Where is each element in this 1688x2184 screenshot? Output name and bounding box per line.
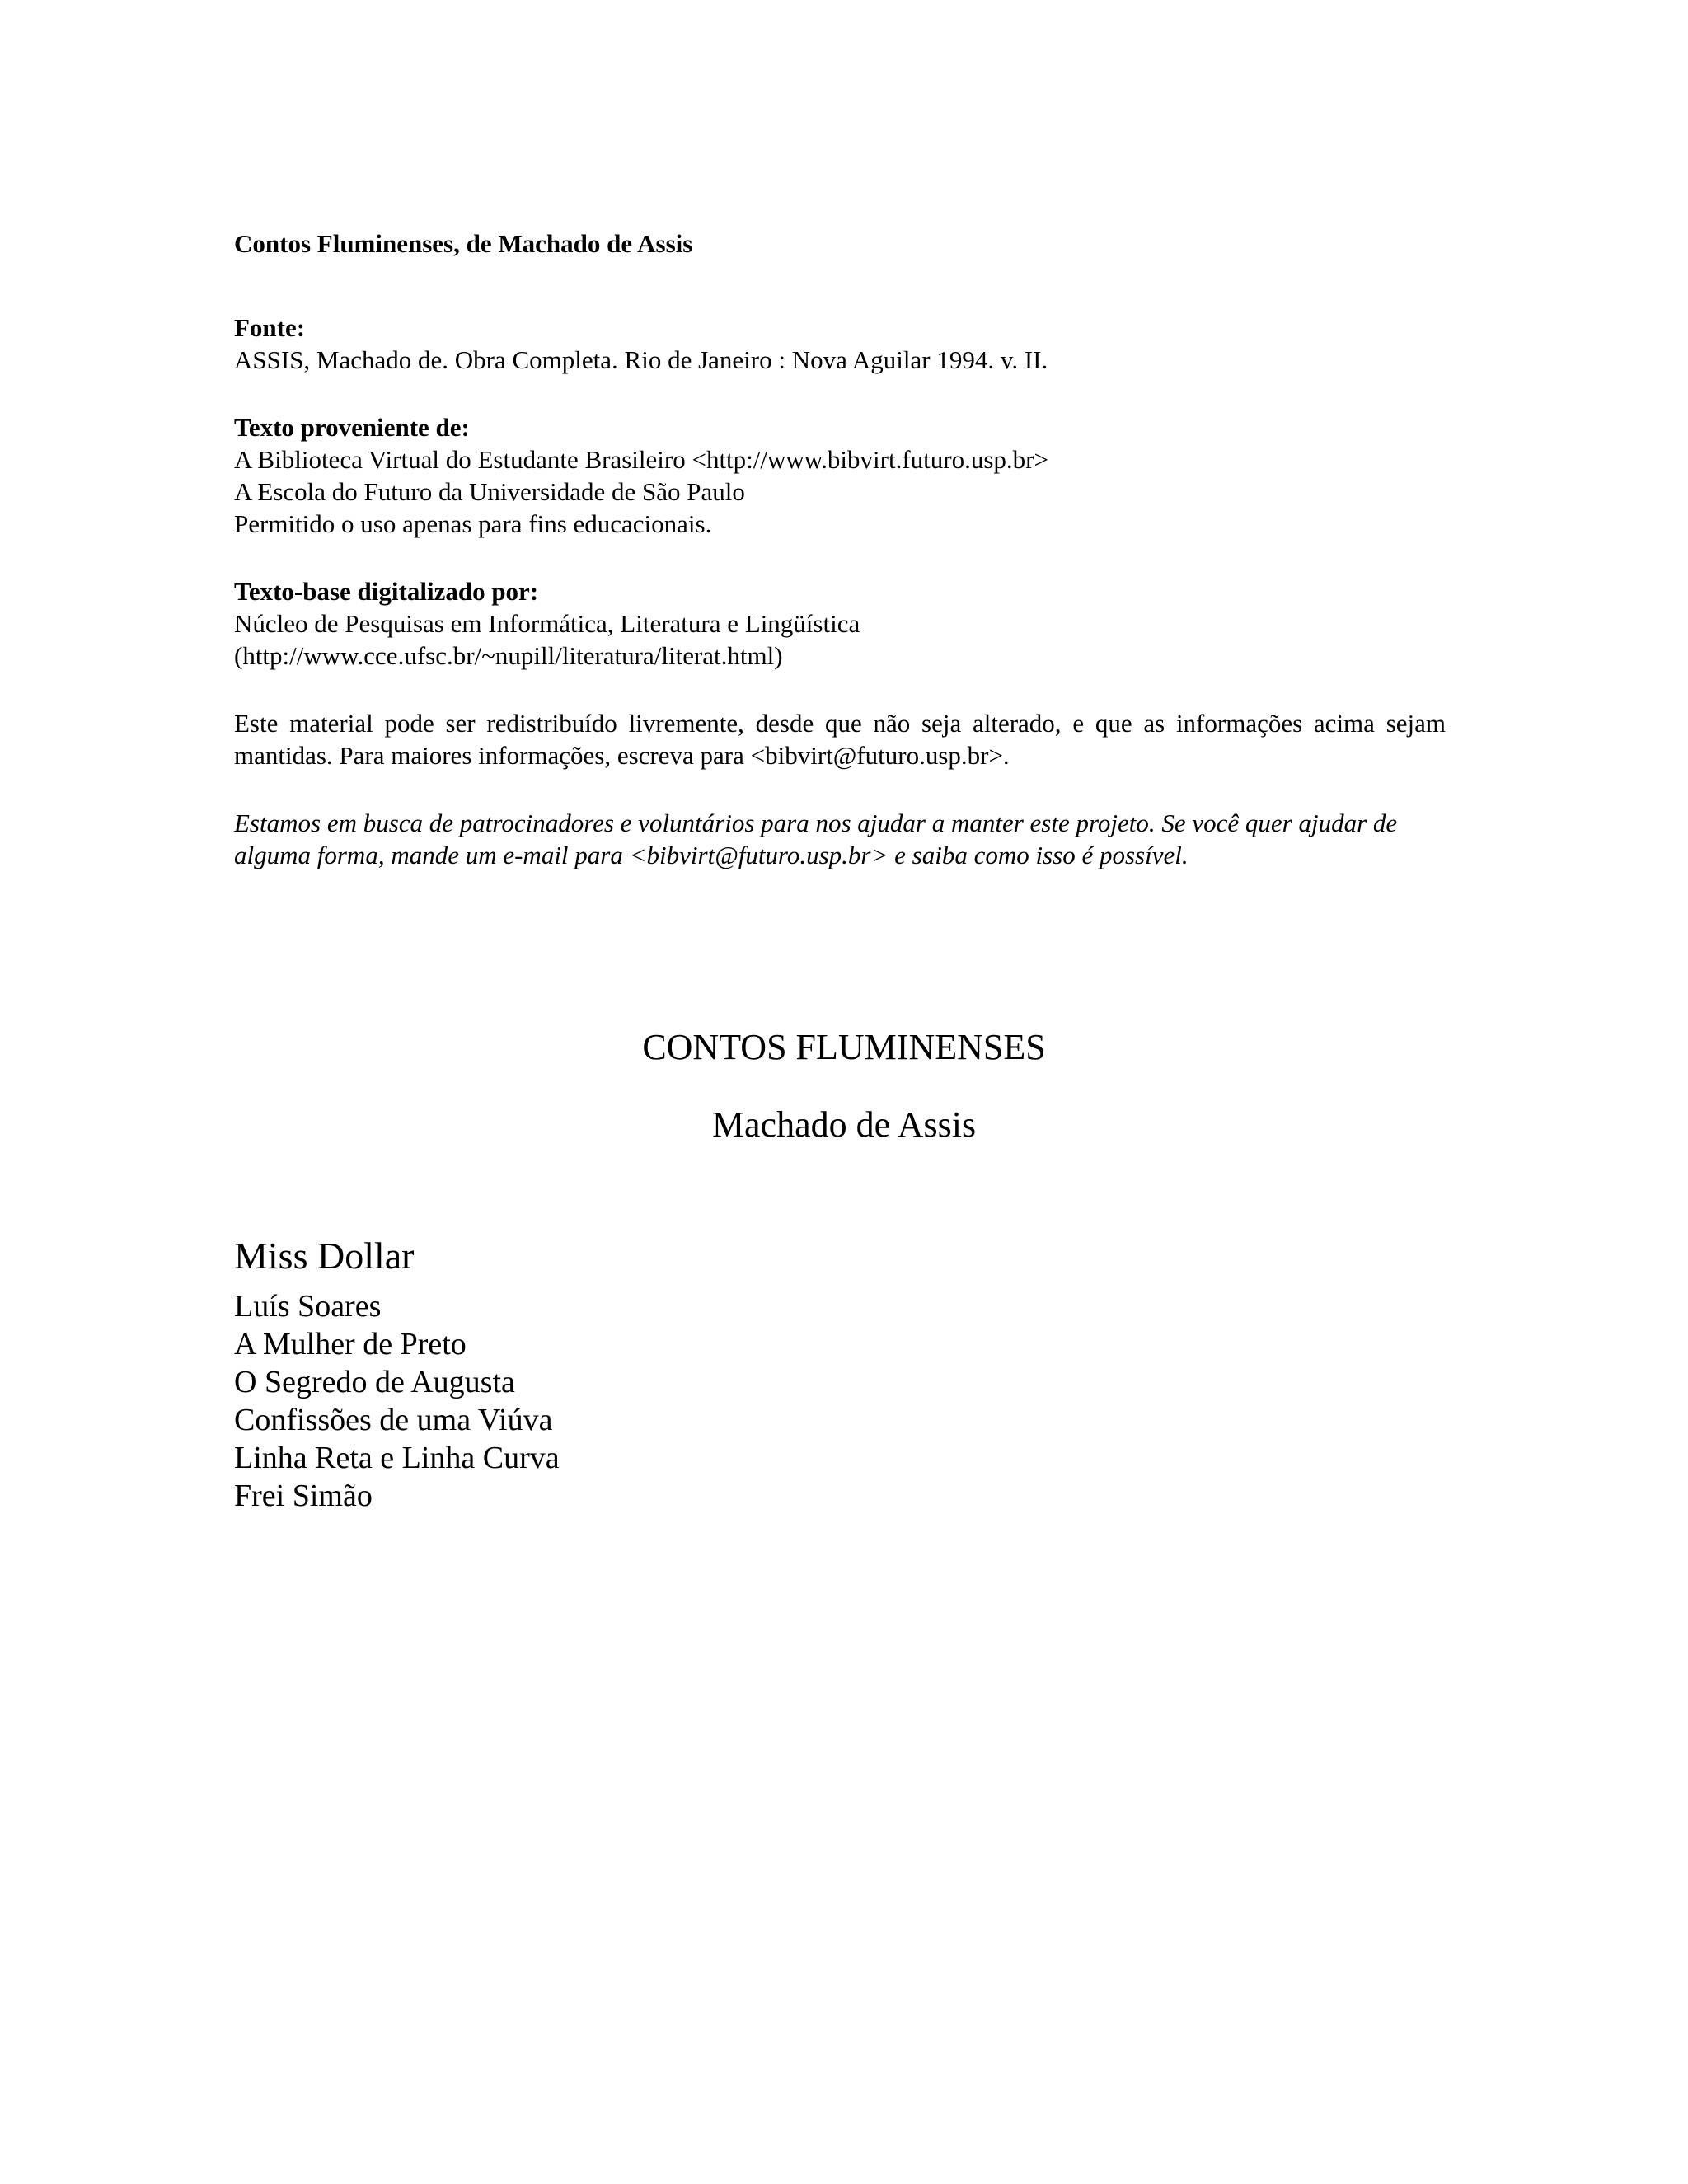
provenance-line: Permitido o uso apenas para fins educacionais.: [234, 509, 712, 538]
provenance-line: A Escola do Futuro da Universidade de São Paulo: [234, 477, 745, 506]
toc-heading: Miss Dollar: [234, 1235, 415, 1277]
provenance-section: [234, 411, 1446, 540]
provenance-label: Texto proveniente de:: [234, 413, 470, 442]
digitized-by-line: (http://www.cce.ufsc.br/~nupill/literatura/literat.html): [234, 641, 783, 670]
digitized-by-label: Texto-base digitalizado por:: [234, 577, 539, 606]
document-header-title: Contos Fluminenses, de Machado de Assis: [234, 229, 693, 258]
toc-item: O Segredo de Augusta: [234, 1365, 515, 1399]
source-label: Fonte:: [234, 313, 306, 342]
digitized-by-line: Núcleo de Pesquisas em Informática, Literatura e Lingüística: [234, 609, 860, 638]
toc-item: Frei Simão: [234, 1479, 373, 1513]
toc-item: A Mulher de Preto: [234, 1327, 467, 1361]
table-of-contents: [234, 1233, 1223, 1515]
book-title: CONTOS FLUMINENSES: [642, 1027, 1046, 1067]
toc-list: [234, 1287, 1223, 1515]
book-author: Machado de Assis: [711, 1104, 977, 1145]
digitized-by-section: [234, 575, 1446, 672]
front-matter: [234, 227, 1446, 871]
source-section: [234, 312, 1446, 376]
toc-item: Linha Reta e Linha Curva: [234, 1441, 560, 1475]
source-text: ASSIS, Machado de. Obra Completa. Rio de Janeiro : Nova Aguilar 1994. v. II.: [234, 345, 1048, 374]
license-paragraph: Este material pode ser redistribuído livremente, desde que não seja alterado, e que as informações acima sejam mantidas. Para maiores informações, escreva para <bibvirt@futuro.usp.br>.: [234, 709, 1446, 770]
provenance-line: A Biblioteca Virtual do Estudante Brasileiro <http://www.bibvirt.futuro.usp.br>: [234, 445, 1048, 474]
toc-item: Luís Soares: [234, 1289, 382, 1324]
toc-item: Confissões de uma Viúva: [234, 1403, 553, 1437]
sponsorship-appeal: Estamos em busca de patrocinadores e voluntários para nos ajudar a manter este projeto. Se você quer ajudar de alguma forma, mande um e-mail para <bibvirt@futuro.usp.br> e saiba como isso é possível.: [234, 808, 1398, 869]
